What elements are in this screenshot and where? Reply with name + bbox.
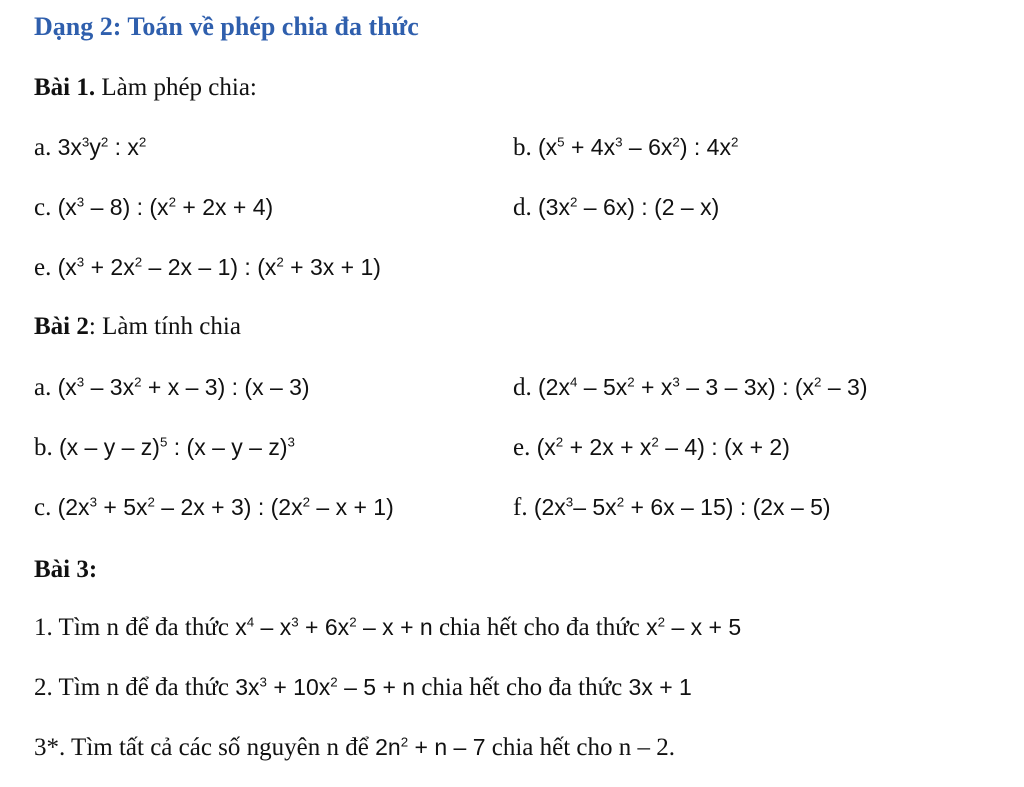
math-expression: $x^2 - x + 5$ <box>646 614 742 640</box>
math-expression: $(x^3 - 3x^2 + x - 3)$ : (x – 3) <box>57 374 310 400</box>
exercise-1-item-e <box>34 254 381 282</box>
item-label: c. <box>34 494 58 521</box>
item-label: d. <box>513 374 538 401</box>
math-expression: $(2x^4 - 5x^2 + x^3 - 3 - 3x)$ : $(x^2 - 3)$ <box>538 374 868 400</box>
item-text: 2. Tìm n để đa thức <box>34 674 236 701</box>
math-expression: $(2x^3 + 5x^2 - 2x + 3)$ : $(2x^2 - x + 1)$ <box>57 494 394 520</box>
item-label: b. <box>513 134 538 161</box>
exercise-1-item-d <box>513 194 719 222</box>
item-label: e. <box>34 254 58 281</box>
math-expression: 3x + 1 <box>628 674 692 700</box>
item-text: chia hết cho n – 2. <box>485 734 676 761</box>
math-expression: $(x^2 + 2x + x^2 - 4)$ : (x + 2) <box>536 434 790 460</box>
exercise-2-item-f <box>513 494 831 522</box>
exercise-1-instruction: Làm phép chia: <box>95 74 257 101</box>
exercise-3-item-1 <box>34 614 741 642</box>
item-text: 3*. Tìm tất cả các số nguyên n để <box>34 734 376 761</box>
exercise-1-heading <box>34 74 257 102</box>
math-expression: $x^4 - x^3 + 6x^2 - x + n$ <box>235 614 433 640</box>
item-label: a. <box>34 374 58 401</box>
section-title: Dạng 2: Toán về phép chia đa thức <box>34 12 419 41</box>
exercise-3-item-3 <box>34 734 675 762</box>
exercise-2-item-a <box>34 374 310 402</box>
exercise-1-item-c <box>34 194 273 222</box>
item-text: 1. Tìm n để đa thức <box>34 614 236 641</box>
item-text: chia hết cho đa thức <box>432 614 647 641</box>
math-expression: $3x^3 + 10x^2 - 5 + n$ <box>235 674 416 700</box>
item-label: a. <box>34 134 58 161</box>
exercise-2-item-b <box>34 434 295 462</box>
exercise-2-number: Bài 2 <box>34 313 89 340</box>
exercise-1-number: Bài 1. <box>34 74 96 101</box>
math-expression: $2n^2 + n - 7$ <box>375 734 486 760</box>
exercise-2-heading <box>34 313 241 341</box>
math-expression: $3x^3y^2$ : $x^2$ <box>57 134 147 160</box>
item-label: b. <box>34 434 59 461</box>
exercise-2-item-e <box>513 434 790 462</box>
exercise-3-item-2 <box>34 674 692 702</box>
exercise-3-heading: Bài 3: <box>34 556 98 583</box>
math-expression: $(3x^2 - 6x)$ : (2 – x) <box>538 194 720 220</box>
item-label: c. <box>34 194 58 221</box>
exercise-1-item-a <box>34 134 146 162</box>
exercise-2-instruction: : Làm tính chia <box>88 313 241 340</box>
item-label: e. <box>513 434 537 461</box>
item-label: f. <box>513 494 534 521</box>
item-label: d. <box>513 194 538 221</box>
exercise-2-item-c <box>34 494 394 522</box>
math-expression: (x – y – z)$^5$ : (x – y – z)$^3$ <box>59 434 295 460</box>
math-expression: $(x^3 - 8)$ : $(x^2 + 2x + 4)$ <box>57 194 274 220</box>
exercise-2-item-d <box>513 374 867 402</box>
math-expression: ($2x^3-$ $5x^2 + 6x - 15$) : (2x – 5) <box>533 494 831 520</box>
math-expression: $(x^5 + 4x^3 - 6x^2)$ : $4x^2$ <box>538 134 739 160</box>
item-text: chia hết cho đa thức <box>415 674 629 701</box>
exercise-1-item-b <box>513 134 738 162</box>
math-expression: $(x^3 + 2x^2 - 2x - 1)$ : $(x^2 + 3x + 1)$ <box>57 254 381 280</box>
